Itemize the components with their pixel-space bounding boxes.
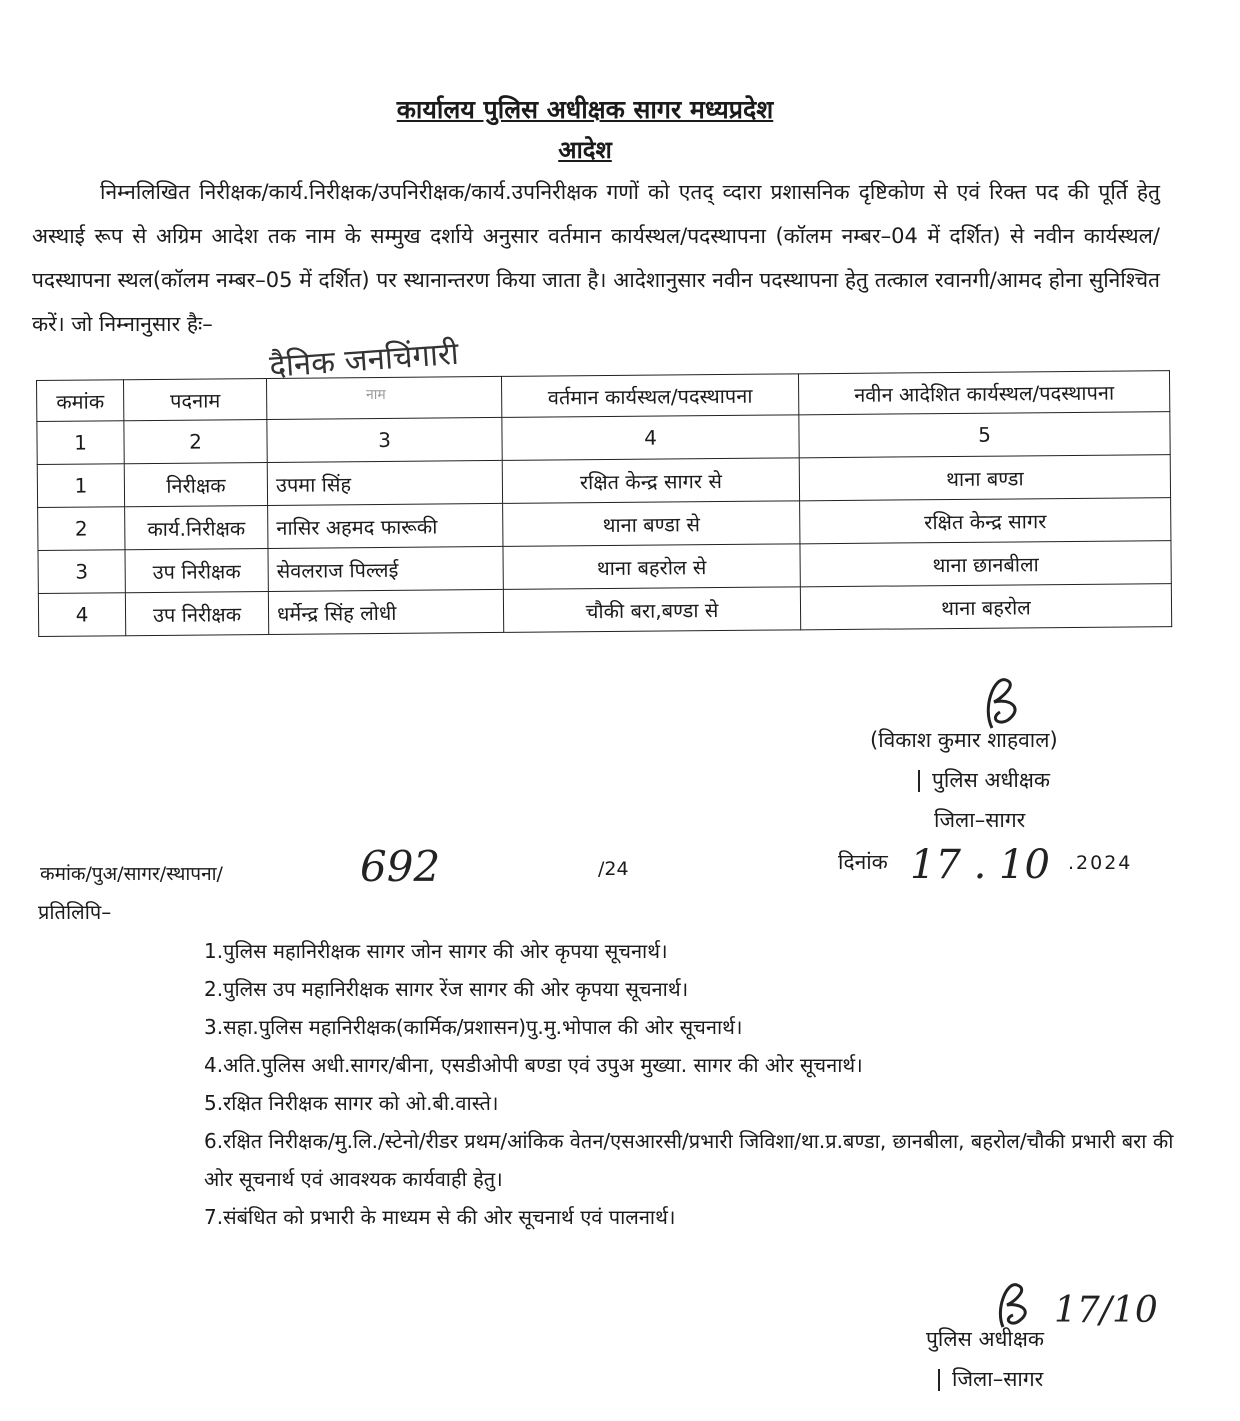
office-title: कार्यालय पुलिस अधीक्षक सागर मध्यप्रदेश <box>396 95 774 124</box>
list-item: 4.अति.पुलिस अधी.सागर/बीना, एसडीओपी बण्डा एवं उपुअ मुख्या. सागर की ओर सूचनार्थ। <box>204 1053 863 1077</box>
cell-serial: 1 <box>37 464 124 508</box>
cell-serial: 4 <box>38 593 125 637</box>
date-handwritten: 17 . 10 <box>910 842 1050 888</box>
bracket-mark <box>938 1369 948 1391</box>
copy-list <box>204 932 1174 1236</box>
header-new-posting: नवीन आदेशित कार्यस्थल/पदस्थापना <box>798 371 1169 415</box>
signatory-designation <box>918 766 1050 794</box>
cell-name: नासिर अहमद फारूकी <box>268 503 503 548</box>
date-year: .2024 <box>1068 852 1133 874</box>
signatory-district: जिला–सागर <box>934 808 1026 832</box>
bracket-mark <box>918 770 928 792</box>
header-designation: पदनाम <box>124 378 267 420</box>
cell-current-posting: थाना बहरोल से <box>503 544 800 590</box>
header-serial: कमांक <box>37 380 124 422</box>
list-item: 3.सहा.पुलिस महानिरीक्षक(कार्मिक/प्रशासन)पु.मु.भोपाल की ओर सूचनार्थ। <box>204 1015 743 1039</box>
copy-label: प्रतिलिपि– <box>38 900 112 924</box>
date-label: दिनांक <box>838 850 888 874</box>
signatory-designation-2: पुलिस अधीक्षक <box>926 1327 1045 1351</box>
cell-designation: उप निरीक्षक <box>125 591 268 635</box>
cell-current-posting: थाना बण्डा से <box>503 501 800 547</box>
order-title: आदेश <box>558 136 612 164</box>
column-number: 2 <box>124 419 267 463</box>
header-current-posting: वर्तमान कार्यस्थल/पदस्थापना <box>501 374 798 418</box>
cell-serial: 3 <box>38 550 125 594</box>
column-number: 5 <box>799 412 1170 458</box>
cell-designation: निरीक्षक <box>124 462 267 506</box>
cell-serial: 2 <box>38 507 125 551</box>
order-paragraph <box>32 170 1160 346</box>
cell-designation: कार्य.निरीक्षक <box>125 505 268 549</box>
cell-name: धर्मेन्द्र सिंह लोधी <box>268 589 503 634</box>
cell-current-posting: रक्षित केन्द्र सागर से <box>502 458 799 504</box>
signatory-name: (विकाश कुमार शाहवाल) <box>870 728 1058 752</box>
cell-current-posting: चौकी बरा,बण्डा से <box>503 587 800 633</box>
watermark-sub: नाम <box>366 387 386 403</box>
list-item: 5.रक्षित निरीक्षक सागर को ओ.बी.वास्ते। <box>204 1091 499 1115</box>
cell-designation: उप निरीक्षक <box>125 548 268 592</box>
watermark: दैनिक जनचिंगारी <box>268 335 460 385</box>
signature-date-handwritten: 17/10 <box>1054 1290 1158 1331</box>
reference-year: /24 <box>598 858 629 880</box>
cell-new-posting: रक्षित केन्द्र सागर <box>800 498 1171 544</box>
list-item: 6.रक्षित निरीक्षक/मु.लि./स्टेनो/रीडर प्रथम/आंकिक वेतन/एसआरसी/प्रभारी जिविशा/था.प्र.बण्डा, छानबीला, बहरोल/चौकी प्रभारी बरा की ओर सूचनार्थ एवं आवश्यक कार्यवाही हेतु। <box>204 1129 1174 1191</box>
signatory-designation-text: पुलिस अधीक्षक <box>932 768 1051 792</box>
list-item: 1.पुलिस महानिरीक्षक सागर जोन सागर की ओर कृपया सूचनार्थ। <box>204 939 668 963</box>
list-item: 7.संबंधित को प्रभारी के माध्यम से की ओर सूचनार्थ एवं पालनार्थ। <box>204 1205 676 1229</box>
cell-name: उपमा सिंह <box>267 460 502 505</box>
cell-name: सेवलराज पिल्लई <box>268 546 503 591</box>
column-number: 4 <box>502 415 799 461</box>
column-number: 3 <box>267 417 502 462</box>
signatory-district-2 <box>938 1365 1043 1393</box>
list-item: 2.पुलिस उप महानिरीक्षक सागर रेंज सागर की ओर कृपया सूचनार्थ। <box>204 977 689 1001</box>
reference-number: 692 <box>360 842 441 891</box>
cell-new-posting: थाना बहरोल <box>800 584 1171 630</box>
column-number: 1 <box>37 421 124 465</box>
transfer-table <box>36 370 1172 637</box>
order-paragraph-text: निम्नलिखित निरीक्षक/कार्य.निरीक्षक/उपनिरीक्षक/कार्य.उपनिरीक्षक गणों को एतद् व्दारा प्रशासनिक दृष्टिकोण से एवं रिक्त पद की पूर्ति हेतु अस्थाई रूप से अग्रिम आदेश तक नाम के सम्मुख दर्शाये अनुसार वर्तमान कार्यस्थल/पदस्थापना (कॉलम नम्बर–04 में दर्शित) से नवीन कार्यस्थल/पदस्थापना स्थल(कॉलम नम्बर–05 में दर्शित) पर स्थानान्तरण किया जाता है। आदेशानुसार नवीन पदस्थापना हेतु तत्काल रवानगी/आमद होना सुनिश्चित करें। जो निम्नानुसार हैः– <box>32 180 1160 336</box>
cell-new-posting: थाना बण्डा <box>799 455 1170 501</box>
table-row <box>38 584 1171 637</box>
reference-label: कमांक/पुअ/सागर/स्थापना/ <box>40 863 223 885</box>
cell-new-posting: थाना छानबीला <box>800 541 1171 587</box>
signatory-district-2-text: जिला–सागर <box>952 1367 1044 1391</box>
